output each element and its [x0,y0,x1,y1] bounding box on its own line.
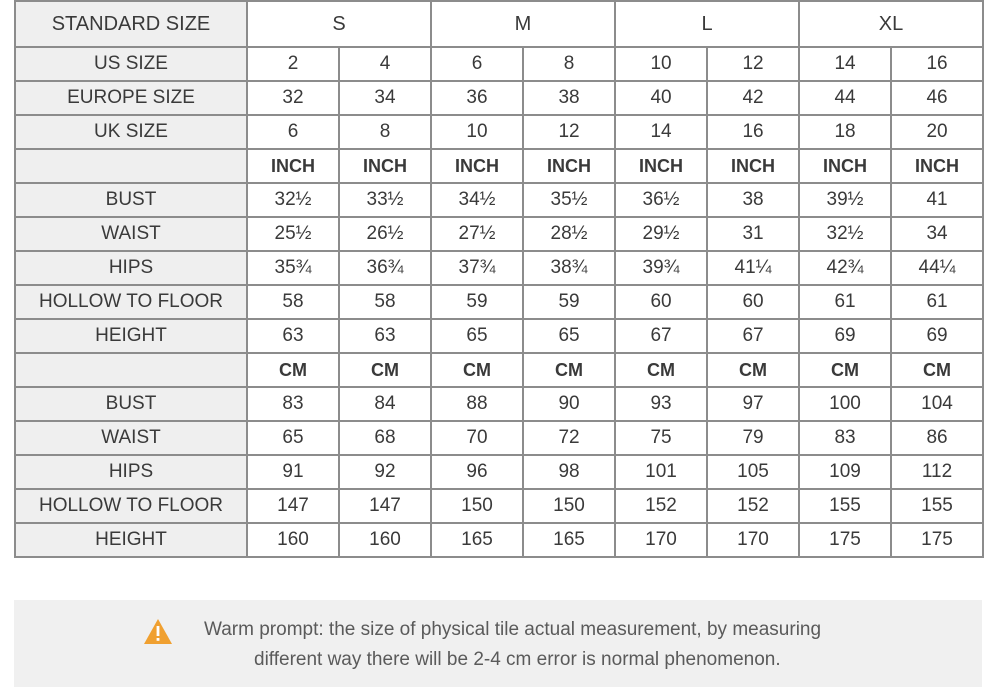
table-cell: 33½ [339,183,431,217]
unit-cell: INCH [799,149,891,183]
table-cell: 175 [799,523,891,557]
unit-cell: INCH [339,149,431,183]
table-cell: 109 [799,455,891,489]
size-header-l: L [615,1,799,47]
notice-text-line2: different way there will be 2-4 cm error is normal phenomenon. [254,649,781,670]
table-cell: 155 [891,489,983,523]
table-cell: 152 [615,489,707,523]
table-row [15,421,983,455]
table-cell: 34 [891,217,983,251]
table-cell: 79 [707,421,799,455]
unit-row [15,149,983,183]
table-cell: 165 [523,523,615,557]
table-cell: 2 [247,47,339,81]
row-label: HIPS [15,455,247,489]
row-label: HEIGHT [15,523,247,557]
table-cell: 6 [247,115,339,149]
table-cell: 104 [891,387,983,421]
table-row [15,387,983,421]
table-cell: 160 [247,523,339,557]
unit-cell: CM [615,353,707,387]
table-cell: 32 [247,81,339,115]
warm-prompt-notice [14,600,982,687]
unit-cell: INCH [891,149,983,183]
table-cell: 12 [523,115,615,149]
table-cell: 65 [523,319,615,353]
unit-cell: CM [247,353,339,387]
row-label: US SIZE [15,47,247,81]
table-cell: 16 [891,47,983,81]
table-cell: 67 [615,319,707,353]
table-cell: 59 [523,285,615,319]
table-row [15,47,983,81]
table-cell: 34½ [431,183,523,217]
table-cell: 8 [523,47,615,81]
table-cell: 34 [339,81,431,115]
table-row [15,285,983,319]
table-row [15,217,983,251]
table-cell: 75 [615,421,707,455]
unit-cell: INCH [247,149,339,183]
table-cell: 147 [247,489,339,523]
unit-row [15,353,983,387]
notice-text-line1: Warm prompt: the size of physical tile actual measurement, by measuring [204,619,822,640]
table-cell: 26½ [339,217,431,251]
table-cell: 152 [707,489,799,523]
table-cell: 100 [799,387,891,421]
table-row [15,319,983,353]
table-cell: 12 [707,47,799,81]
table-row [15,251,983,285]
table-cell: 58 [339,285,431,319]
row-label: UK SIZE [15,115,247,149]
table-cell: 101 [615,455,707,489]
row-label: HIPS [15,251,247,285]
table-cell: 96 [431,455,523,489]
table-cell: 97 [707,387,799,421]
warning-icon [143,618,173,645]
row-label: BUST [15,183,247,217]
table-cell: 38 [523,81,615,115]
table-cell: 70 [431,421,523,455]
table-cell: 10 [431,115,523,149]
table-cell: 14 [799,47,891,81]
table-cell: 31 [707,217,799,251]
table-cell: 42 [707,81,799,115]
row-label [15,353,247,387]
table-cell: 38¾ [523,251,615,285]
table-cell: 27½ [431,217,523,251]
table-cell: 150 [523,489,615,523]
row-label: EUROPE SIZE [15,81,247,115]
row-label: HOLLOW TO FLOOR [15,285,247,319]
unit-cell: INCH [707,149,799,183]
size-header-m: M [431,1,615,47]
table-cell: 68 [339,421,431,455]
table-cell: 155 [799,489,891,523]
table-cell: 44¼ [891,251,983,285]
table-cell: 61 [799,285,891,319]
table-cell: 59 [431,285,523,319]
table-row [15,183,983,217]
standard-size-header: STANDARD SIZE [15,1,247,47]
table-cell: 60 [707,285,799,319]
table-row [15,115,983,149]
unit-cell: CM [891,353,983,387]
row-label: BUST [15,387,247,421]
table-cell: 35¾ [247,251,339,285]
table-cell: 112 [891,455,983,489]
table-cell: 83 [247,387,339,421]
table-cell: 150 [431,489,523,523]
table-cell: 6 [431,47,523,81]
unit-cell: CM [799,353,891,387]
table-cell: 39¾ [615,251,707,285]
table-cell: 65 [431,319,523,353]
table-cell: 90 [523,387,615,421]
table-cell: 40 [615,81,707,115]
table-cell: 36¾ [339,251,431,285]
unit-cell: INCH [615,149,707,183]
table-cell: 36 [431,81,523,115]
table-cell: 69 [799,319,891,353]
table-cell: 42¾ [799,251,891,285]
table-cell: 25½ [247,217,339,251]
table-cell: 58 [247,285,339,319]
table-cell: 175 [891,523,983,557]
table-cell: 67 [707,319,799,353]
table-cell: 8 [339,115,431,149]
size-table [14,0,984,558]
unit-cell: CM [707,353,799,387]
size-header-s: S [247,1,431,47]
table-cell: 92 [339,455,431,489]
table-cell: 72 [523,421,615,455]
table-cell: 18 [799,115,891,149]
row-label: WAIST [15,217,247,251]
unit-cell: CM [431,353,523,387]
table-cell: 41 [891,183,983,217]
table-row [15,489,983,523]
table-cell: 165 [431,523,523,557]
table-cell: 170 [707,523,799,557]
table-cell: 32½ [247,183,339,217]
table-cell: 160 [339,523,431,557]
table-cell: 44 [799,81,891,115]
table-cell: 88 [431,387,523,421]
table-row [15,523,983,557]
table-cell: 84 [339,387,431,421]
table-cell: 14 [615,115,707,149]
table-cell: 98 [523,455,615,489]
table-cell: 91 [247,455,339,489]
table-cell: 32½ [799,217,891,251]
size-header-xl: XL [799,1,983,47]
table-cell: 170 [615,523,707,557]
table-cell: 29½ [615,217,707,251]
table-cell: 65 [247,421,339,455]
table-cell: 147 [339,489,431,523]
table-cell: 46 [891,81,983,115]
table-cell: 60 [615,285,707,319]
table-row [15,455,983,489]
unit-cell: INCH [431,149,523,183]
row-label: WAIST [15,421,247,455]
unit-cell: INCH [523,149,615,183]
table-cell: 93 [615,387,707,421]
table-row [15,81,983,115]
table-cell: 10 [615,47,707,81]
table-cell: 28½ [523,217,615,251]
table-cell: 69 [891,319,983,353]
table-cell: 61 [891,285,983,319]
table-cell: 105 [707,455,799,489]
table-cell: 41¼ [707,251,799,285]
table-cell: 37¾ [431,251,523,285]
table-cell: 86 [891,421,983,455]
row-label: HOLLOW TO FLOOR [15,489,247,523]
unit-cell: CM [339,353,431,387]
header-row [15,1,983,47]
row-label: HEIGHT [15,319,247,353]
row-label [15,149,247,183]
table-cell: 20 [891,115,983,149]
table-cell: 36½ [615,183,707,217]
size-chart [14,0,982,558]
table-cell: 35½ [523,183,615,217]
table-cell: 63 [339,319,431,353]
table-cell: 16 [707,115,799,149]
table-cell: 39½ [799,183,891,217]
table-cell: 63 [247,319,339,353]
table-cell: 38 [707,183,799,217]
table-cell: 83 [799,421,891,455]
table-cell: 4 [339,47,431,81]
unit-cell: CM [523,353,615,387]
